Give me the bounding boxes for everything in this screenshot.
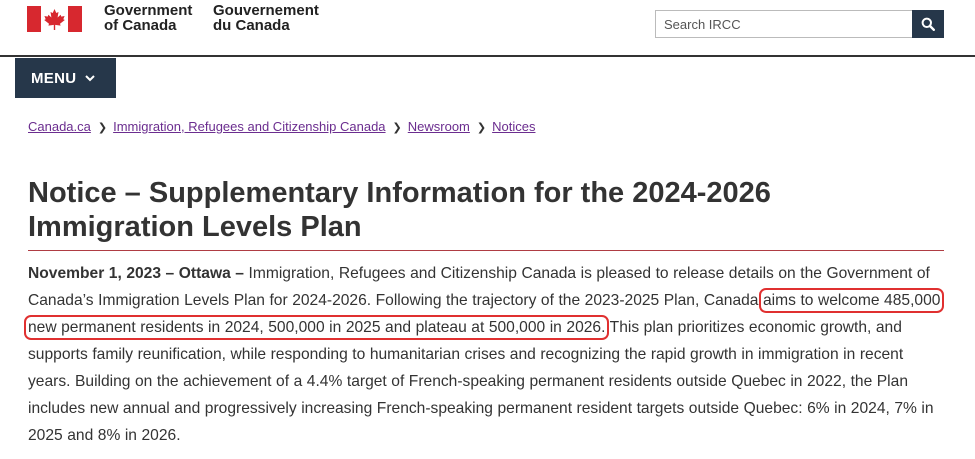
breadcrumb-newsroom[interactable]: Newsroom <box>407 119 470 134</box>
dateline: November 1, 2023 – Ottawa – <box>28 265 244 282</box>
paragraph-text-1: Immigration, Refugees and Citizenship Canada is pleased to release details on the Government of Canada’s Immigration Levels Plan for 2024-2026. Following the trajectory of the 2023-2025 Plan, Canada <box>28 265 930 309</box>
breadcrumb <box>28 119 535 134</box>
header-divider <box>0 55 975 57</box>
notice-paragraph <box>28 260 946 449</box>
chevron-right-icon: ❯ <box>476 122 487 134</box>
chevron-right-icon: ❯ <box>97 122 108 134</box>
signature-en-line1: Government <box>104 2 193 19</box>
government-of-canada-signature[interactable] <box>104 3 192 33</box>
breadcrumb-canada-ca[interactable]: Canada.ca <box>28 119 91 134</box>
signature-en-line2: of Canada <box>104 17 177 34</box>
menu-label: MENU <box>31 69 77 87</box>
canada-flag-icon <box>27 6 82 32</box>
search-button[interactable] <box>912 10 944 38</box>
signature-fr-line1: Gouvernement <box>213 2 319 19</box>
search-input[interactable] <box>655 10 912 38</box>
menu-button[interactable] <box>15 58 116 98</box>
site-header <box>0 0 975 56</box>
search-icon <box>921 17 935 31</box>
gouvernement-du-canada-signature[interactable] <box>213 3 319 33</box>
signature-fr-line2: du Canada <box>213 17 290 34</box>
title-underline <box>28 250 944 251</box>
breadcrumb-notices[interactable]: Notices <box>492 119 536 134</box>
chevron-down-icon <box>85 75 95 82</box>
chevron-right-icon: ❯ <box>392 122 402 134</box>
page-title: Notice – Supplementary Information for the 2024-2026 Immigration Levels Plan <box>28 177 771 243</box>
search-form <box>655 10 944 38</box>
paragraph-text-2: This plan prioritizes economic growth, and supports family reunification, while responding to humanitarian crises and recognizing the rapid growth in immigration in recent years. Building on the achievement of a 4.4% target of French-speaking permanent residents outside Quebec in 2022, the Plan includes new annual and progressively increasing French-speaking permanent resident targets outside Quebec: 6% in 2024, 7% in 2025 and 8% in 2026. <box>28 319 934 444</box>
highlighted-levels-sentence: aims to welcome 485,000 new permanent residents in 2024, 500,000 in 2025 and plateau at 500,000 in 2026. <box>28 292 941 336</box>
breadcrumb-ircc[interactable]: Immigration, Refugees and Citizenship Canada <box>113 119 386 134</box>
